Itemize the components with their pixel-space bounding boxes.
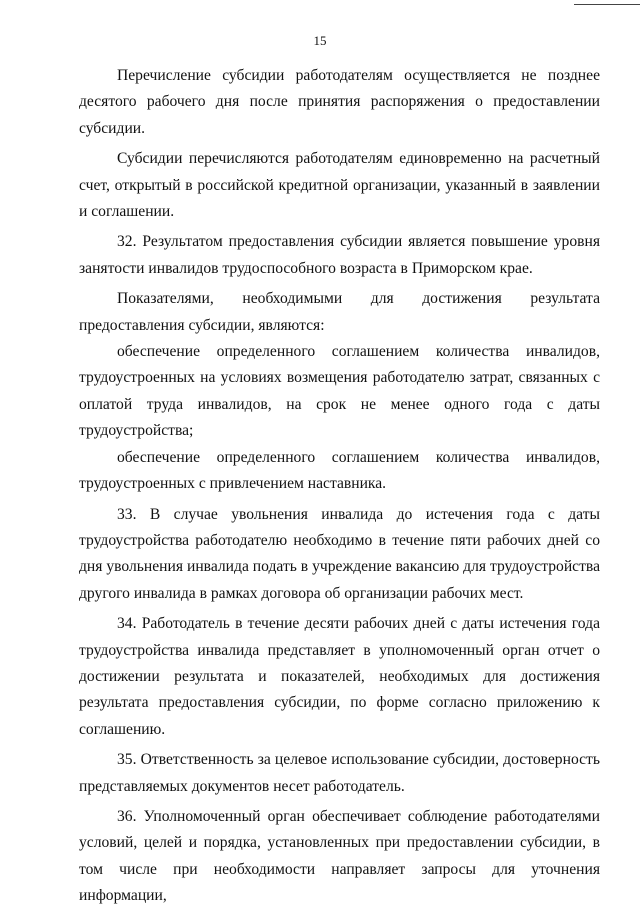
top-edge-rule <box>574 4 640 5</box>
paragraph-subsidy-transfer-deadline: Перечисление субсидии работодателям осуществляется не позднее десятого рабочего дня после принятия распоряжения о предоставлении субсидии. <box>79 67 600 137</box>
document-body <box>79 63 600 914</box>
paragraph-33-dismissal: 33. В случае увольнения инвалида до истечения года с даты трудоустройства работодателю необходимо в течение пяти рабочих дней со дня увольнения инвалида подать в учреждение вакансию для трудоустройства другого инвалида в рамках договора об организации рабочих мест. <box>79 505 600 602</box>
paragraph-34-report: 34. Работодатель в течение десяти рабочих дней с даты истечения года трудоустройства инвалида представляет в уполномоченный орган отчет о достижении результата и показателей, необходимых для достижения результата предоставления субсидии, по форме согласно приложению к соглашению. <box>79 615 600 738</box>
paragraph-36-control: 36. Уполномоченный орган обеспечивает соблюдение работодателями условий, целей и порядка, установленных при предоставлении субсидии, в том числе при необходимости направляет запросы для уточнения информации, <box>79 807 600 905</box>
paragraph-subsidy-transfer-account: Субсидии перечисляются работодателям единовременно на расчетный счет, открытый в российской кредитной организации, указанный в заявлении и соглашении. <box>79 150 600 221</box>
paragraph-35-responsibility: 35. Ответственность за целевое использование субсидии, достоверность представляемых документов несет работодатель. <box>79 751 600 795</box>
page-number: 15 <box>313 33 327 48</box>
paragraph-indicators-intro: Показателями, необходимыми для достижения результата предоставления субсидии, являются: <box>79 290 600 334</box>
paragraph-indicator-2: обеспечение определенного соглашением количества инвалидов, трудоустроенных с привлечением наставника. <box>79 448 600 493</box>
paragraph-indicator-1: обеспечение определенного соглашением количества инвалидов, трудоустроенных на условиях возмещения работодателю затрат, связанных с оплатой труда инвалидов, на срок не менее одного года с даты трудоустройства; <box>79 343 600 440</box>
paragraph-32-result: 32. Результатом предоставления субсидии является повышение уровня занятости инвалидов трудоспособного возраста в Приморском крае. <box>79 233 600 277</box>
